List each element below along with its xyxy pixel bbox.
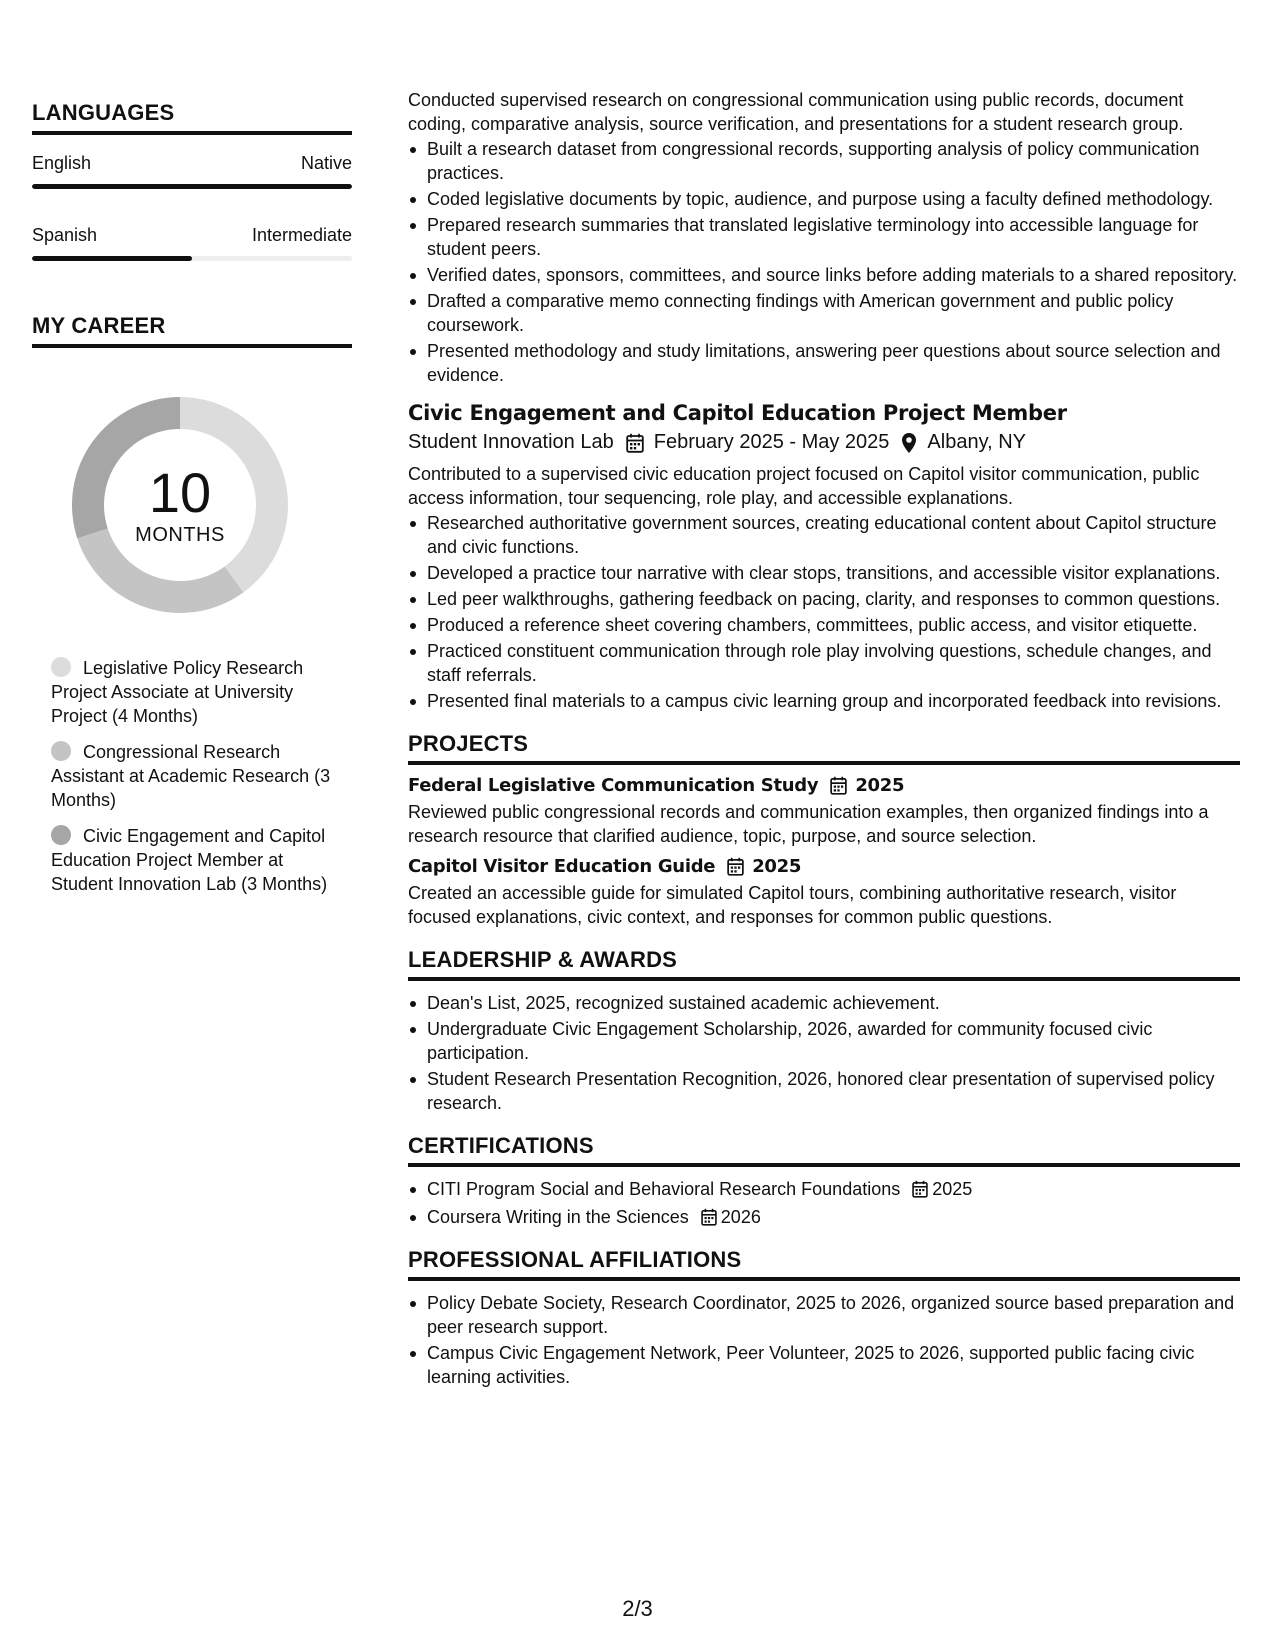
language-level: Intermediate: [251, 225, 352, 245]
calendar-icon: [626, 433, 644, 453]
job-intro: Contributed to a supervised civic education project focused on Capitol visitor communication, public access information, tour sequencing, role play, and accessible explanations.: [408, 464, 1200, 508]
project-title-row: [408, 856, 1240, 877]
affiliations-heading: PROFESSIONAL AFFILIATIONS: [408, 1247, 1240, 1281]
project-year: 2025: [752, 856, 802, 877]
award-item: Dean's List, 2025, recognized sustained academic achievement.: [408, 991, 1240, 1015]
map-pin-icon: [901, 432, 917, 454]
certification-year: 2026: [720, 1207, 761, 1227]
calendar-icon: [912, 1180, 928, 1198]
job-intro: Conducted supervised research on congressional communication using public records, document coding, comparative analysis, source verification, and presentations for a student research group.: [408, 90, 1184, 134]
languages-heading: LANGUAGES: [32, 100, 352, 135]
awards-section: [408, 947, 1240, 1115]
language-row: [32, 153, 352, 174]
affiliations-section: [408, 1247, 1240, 1389]
project-description: Created an accessible guide for simulated Capitol tours, combining authoritative research, visitor focused explanations, civic context, and responses for common public questions.: [408, 883, 1177, 927]
legend-label: Legislative Policy Research Project Associate at University Project (4 Months): [51, 658, 304, 726]
bullet-item: Coded legislative documents by topic, audience, and purpose using a faculty defined methodology.: [408, 187, 1240, 211]
project-entry: [408, 856, 1240, 929]
main-content: [408, 88, 1240, 1391]
language-proficiency-fill: [32, 184, 352, 189]
calendar-icon: [830, 776, 847, 795]
calendar-icon: [701, 1208, 717, 1226]
legend-label: Civic Engagement and Capitol Education Project Member at Student Innovation Lab (3 Months): [51, 826, 328, 894]
experience-entry: [408, 88, 1240, 387]
bullet-item: Verified dates, sponsors, committees, and source links before adding materials to a shared repository.: [408, 263, 1240, 287]
experience-entry: [408, 401, 1240, 713]
language-name: English: [32, 153, 92, 173]
page-number: 2/3: [622, 1596, 653, 1621]
awards-list: [408, 991, 1240, 1115]
affiliation-item: Campus Civic Engagement Network, Peer Volunteer, 2025 to 2026, supported public facing civic learning activities.: [408, 1341, 1240, 1389]
bullet-item: Prepared research summaries that translated legislative terminology into accessible language for student peers.: [408, 213, 1240, 261]
awards-heading: LEADERSHIP & AWARDS: [408, 947, 1240, 981]
job-dates: February 2025 - May 2025: [653, 431, 890, 453]
language-proficiency-fill: [32, 256, 192, 261]
certification-item: [408, 1205, 1240, 1229]
affiliation-item: Policy Debate Society, Research Coordinator, 2025 to 2026, organized source based preparation and peer research support.: [408, 1291, 1240, 1339]
bullet-item: Presented methodology and study limitations, answering peer questions about source selection and evidence.: [408, 339, 1240, 387]
legend-item: [51, 656, 331, 728]
job-location: Albany, NY: [927, 431, 1026, 453]
legend-item: [51, 824, 331, 896]
languages-section: [32, 100, 352, 261]
job-title: Civic Engagement and Capitol Education Project Member: [408, 401, 1067, 425]
career-total-unit: MONTHS: [135, 523, 225, 546]
certifications-heading: CERTIFICATIONS: [408, 1133, 1240, 1167]
certification-name: Coursera Writing in the Sciences: [427, 1207, 689, 1227]
legend-dot: [51, 657, 71, 677]
language-level: Native: [300, 153, 352, 173]
language-row: [32, 225, 352, 246]
projects-section: [408, 731, 1240, 929]
language-proficiency-bar: [32, 256, 352, 261]
bullet-item: Led peer walkthroughs, gathering feedback on pacing, clarity, and responses to common questions.: [408, 587, 1240, 611]
certification-item: [408, 1177, 1240, 1201]
job-org: Student Innovation Lab: [408, 431, 614, 453]
certification-name: CITI Program Social and Behavioral Research Foundations: [427, 1179, 901, 1199]
certification-year: 2025: [932, 1179, 973, 1199]
language-name: Spanish: [32, 225, 98, 245]
legend-dot: [51, 741, 71, 761]
job-meta: [408, 431, 1240, 454]
bullet-item: Developed a practice tour narrative with clear stops, transitions, and accessible visitor explanations.: [408, 561, 1240, 585]
legend-item: [51, 740, 331, 812]
affiliations-list: [408, 1291, 1240, 1389]
project-description: Reviewed public congressional records and communication examples, then organized findings into a research resource that clarified audience, topic, purpose, and source selection.: [408, 802, 1209, 846]
project-title: Federal Legislative Communication Study: [408, 775, 819, 796]
sidebar: [32, 100, 352, 908]
legend-label: Congressional Research Assistant at Academic Research (3 Months): [51, 742, 331, 810]
bullet-item: Presented final materials to a campus civic learning group and incorporated feedback into revisions.: [408, 689, 1240, 713]
project-year: 2025: [855, 775, 905, 796]
bullet-item: Drafted a comparative memo connecting findings with American government and public policy coursework.: [408, 289, 1240, 337]
career-legend: [51, 656, 331, 896]
bullet-item: Practiced constituent communication through role play involving questions, schedule changes, and staff referrals.: [408, 639, 1240, 687]
career-total-months: 10: [148, 460, 212, 524]
donut-center: [65, 390, 295, 620]
job-bullets: [408, 137, 1240, 387]
career-donut-chart: [65, 390, 295, 620]
bullet-item: Researched authoritative government sources, creating educational content about Capitol structure and civic functions.: [408, 511, 1240, 559]
language-proficiency-bar: [32, 184, 352, 189]
calendar-icon: [727, 857, 744, 876]
award-item: Undergraduate Civic Engagement Scholarship, 2026, awarded for community focused civic participation.: [408, 1017, 1240, 1065]
career-heading: MY CAREER: [32, 313, 352, 348]
project-title-row: [408, 775, 1240, 796]
bullet-item: Built a research dataset from congressional records, supporting analysis of policy communication practices.: [408, 137, 1240, 185]
project-entry: [408, 775, 1240, 848]
bullet-item: Produced a reference sheet covering chambers, committees, public access, and visitor etiquette.: [408, 613, 1240, 637]
award-item: Student Research Presentation Recognition, 2026, honored clear presentation of supervised policy research.: [408, 1067, 1240, 1115]
projects-heading: PROJECTS: [408, 731, 1240, 765]
career-section: [32, 313, 352, 896]
certifications-list: [408, 1177, 1240, 1229]
certifications-section: [408, 1133, 1240, 1229]
job-bullets: [408, 511, 1240, 713]
legend-dot: [51, 825, 71, 845]
project-title: Capitol Visitor Education Guide: [408, 856, 716, 877]
